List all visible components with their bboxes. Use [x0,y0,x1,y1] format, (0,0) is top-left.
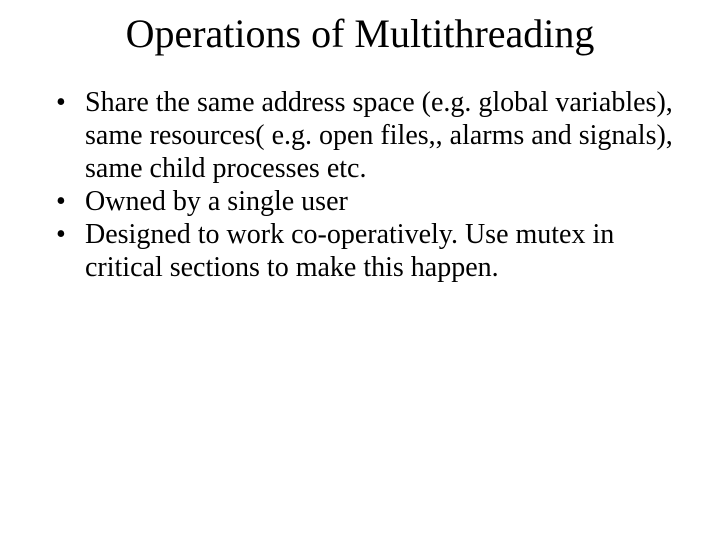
bullet-list [56,86,696,284]
bullet-text: Designed to work co-operatively. Use mutex in critical sections to make this happen. [85,219,615,283]
bullet-dot-icon: • [56,87,66,118]
slide-title: Operations of Multithreading [125,11,595,56]
bullet-item [56,218,696,284]
bullet-dot-icon: • [56,186,66,217]
bullet-item [56,86,696,185]
bullet-text: Owned by a single user [85,186,348,217]
bullet-item [56,185,696,218]
bullet-text: Share the same address space (e.g. global variables), same resources( e.g. open files,, alarms and signals), same child processes etc. [85,87,673,184]
bullet-dot-icon: • [56,219,66,250]
